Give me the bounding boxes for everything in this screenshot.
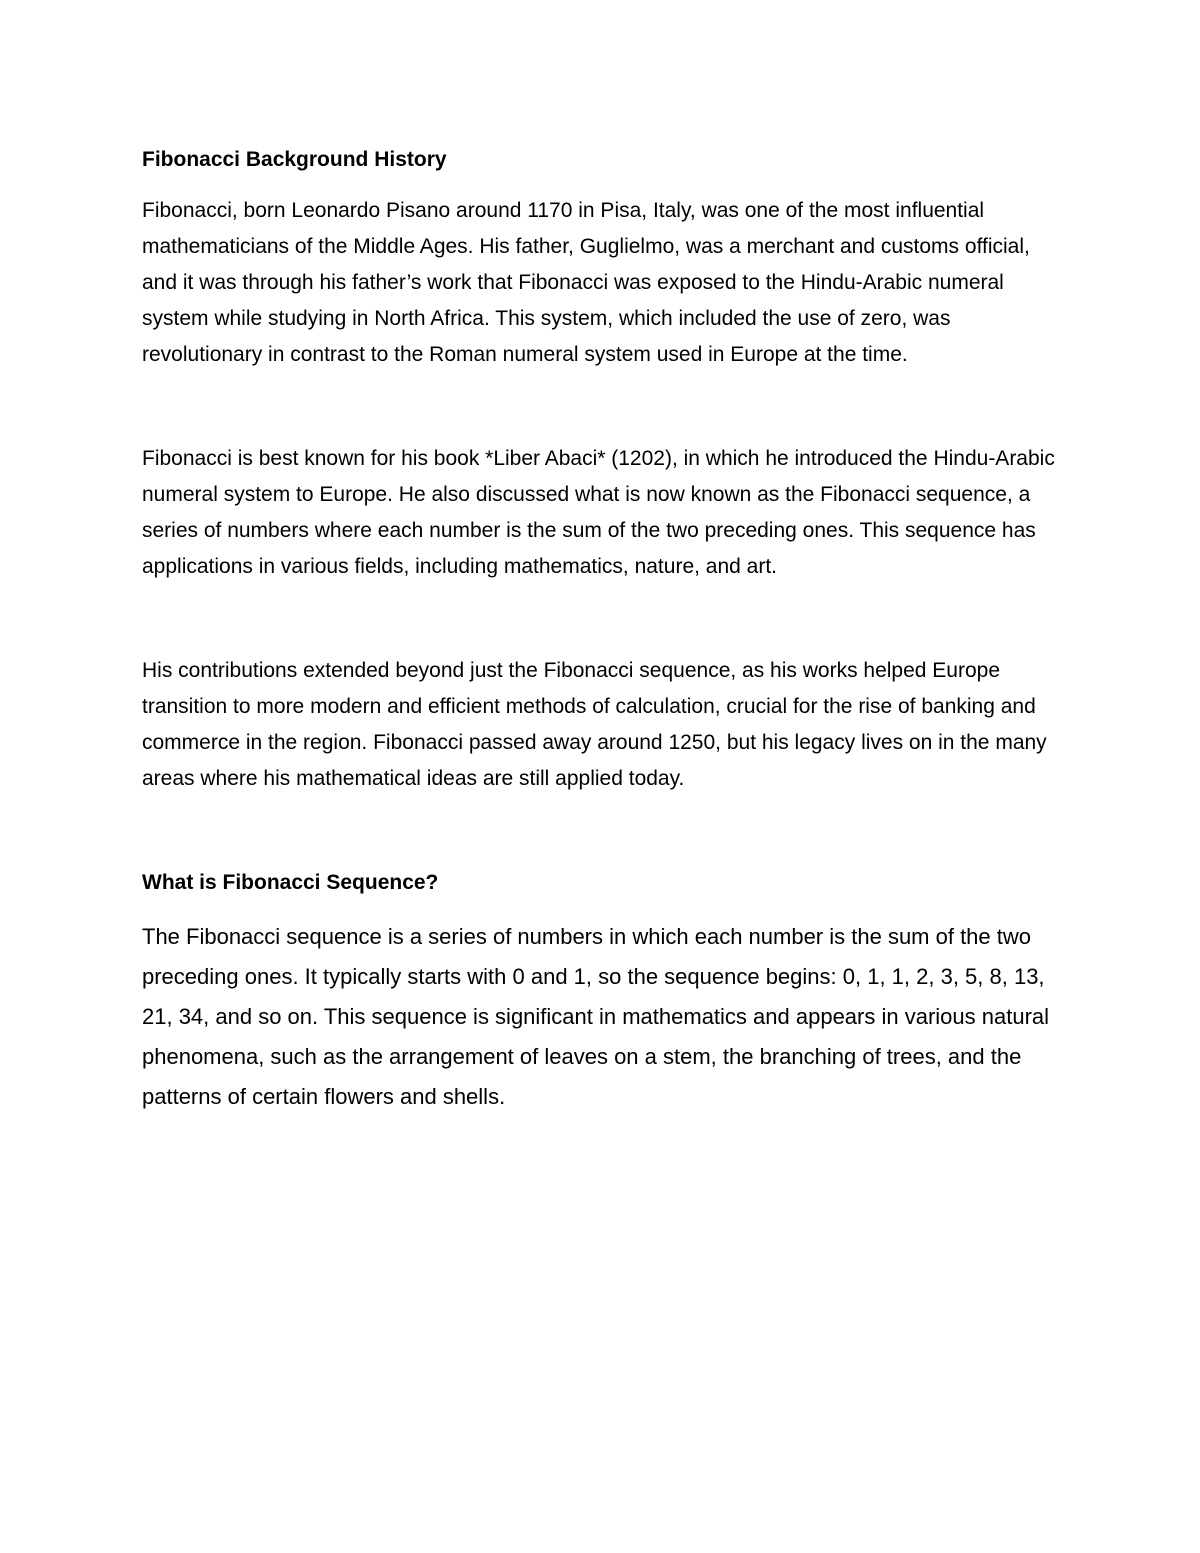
paragraph-contributions: His contributions extended beyond just the Fibonacci sequence, as his works helped Europe transition to more modern and efficient methods of calculation, crucial for the rise of banking and commerce in the region. Fibonacci passed away around 1250, but his legacy lives on in the many areas where his mathematical ideas are still applied today. <box>142 659 1047 790</box>
paragraph-spacer <box>142 585 1067 653</box>
section-heading-background-history: Fibonacci Background History <box>142 148 447 171</box>
paragraph-early-life: Fibonacci, born Leonardo Pisano around 1170 in Pisa, Italy, was one of the most influential mathematicians of the Middle Ages. His father, Guglielmo, was a merchant and customs official, and it was through his father’s work that Fibonacci was exposed to the Hindu-Arabic numeral system while studying in North Africa. This system, which included the use of zero, was revolutionary in contrast to the Roman numeral system used in Europe at the time. <box>142 199 1030 366</box>
paragraph-sequence-definition: The Fibonacci sequence is a series of numbers in which each number is the sum of the two preceding ones. It typically starts with 0 and 1, so the sequence begins: 0, 1, 1, 2, 3, 5, 8, 13, 21, 34, and so on. This sequence is significant in mathematics and appears in various natural phenomena, such as the arrangement of leaves on a stem, the branching of trees, and the patterns of certain flowers and shells. <box>142 924 1050 1109</box>
document-body <box>142 142 1067 1117</box>
paragraph-liber-abaci: Fibonacci is best known for his book *Liber Abaci* (1202), in which he introduced the Hindu-Arabic numeral system to Europe. He also discussed what is now known as the Fibonacci sequence, a series of numbers where each number is the sum of the two preceding ones. This sequence has applications in various fields, including mathematics, nature, and art. <box>142 447 1055 578</box>
section-spacer <box>142 797 1067 865</box>
paragraph-spacer <box>142 373 1067 441</box>
section-heading-fibonacci-sequence: What is Fibonacci Sequence? <box>142 871 439 894</box>
